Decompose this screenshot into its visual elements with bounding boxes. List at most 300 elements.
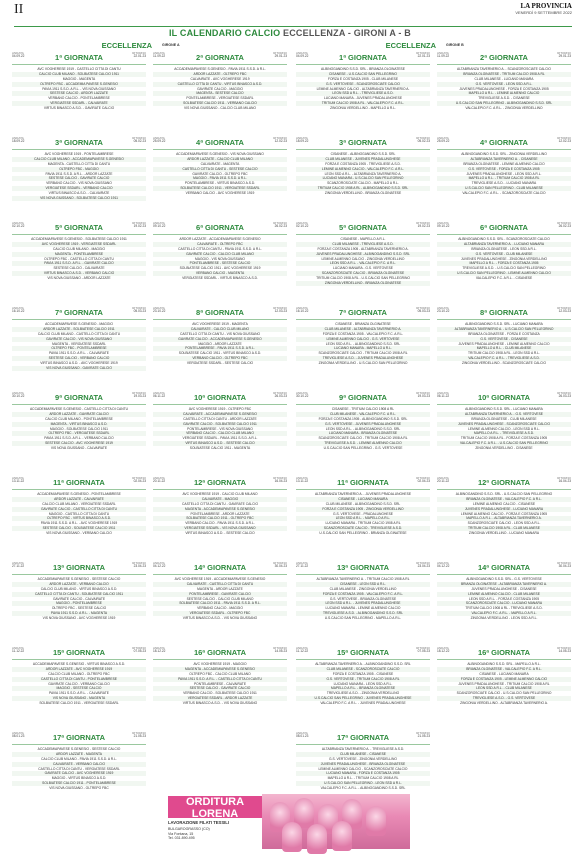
andata-value: 09.10.22 bbox=[437, 224, 450, 229]
match-row: VERBANO CALCIO - PAVIA 1911 S.S.D. A R.L. bbox=[185, 521, 255, 526]
ritorno-label: RITORNO bbox=[273, 136, 287, 140]
match-list bbox=[296, 492, 430, 536]
andata-label: ANDATA bbox=[437, 646, 449, 650]
giornata-header bbox=[437, 562, 571, 575]
match-row: VALCALEPIO F.C. A R.L. - ZINGONIA VERDELLINO bbox=[465, 106, 543, 111]
match-row: LEON SSD A R.L. - VALCALEPIO F.C. A R.L. bbox=[296, 261, 430, 266]
match-row: PAVIA 1911 S.S.D. A R.L. - AVC VOGHERESE 1919 bbox=[40, 521, 118, 526]
match-row: ACCADEMIAPAVESE S.GENESIO - CASTELLO CITTA DI CANTU bbox=[29, 407, 128, 411]
match-row: CASTELLO CITTA DI CANTU - GAVIRATE CALCIO bbox=[181, 501, 259, 506]
giornata-block bbox=[296, 52, 430, 111]
giornata-title: 3ª GIORNATA bbox=[55, 138, 103, 147]
group-label: GIRONE A bbox=[162, 43, 180, 47]
giornata-title: 17ª GIORNATA bbox=[336, 733, 390, 742]
match-row: LUCIANO MANARA - BRIANZA OLGINATESE bbox=[296, 431, 430, 436]
match-row: SOLBIATESE CALCIO 1911 - VIRTUS BINASCO A.S.D. bbox=[178, 351, 262, 356]
andata-value: 25.09.22 bbox=[437, 139, 450, 144]
andata-label: ANDATA bbox=[12, 476, 24, 480]
giornata-title: 16ª GIORNATA bbox=[477, 648, 531, 657]
match-row: PAVIA 1911 S.S.D. A R.L. - VERBANO CALCIO bbox=[44, 436, 114, 441]
ritorno-label: RITORNO bbox=[273, 561, 287, 565]
ritorno-label: RITORNO bbox=[273, 476, 287, 480]
match-row: ZINGONIA VERDELLINO - BRIANZA OLGINATESE bbox=[324, 191, 402, 196]
andata-value: 30.10.22 bbox=[296, 394, 309, 399]
match-row: ARDOR LAZZATE - CALVAIRATE bbox=[12, 497, 146, 502]
giornata-header bbox=[437, 52, 571, 65]
ritorno-label: RITORNO bbox=[557, 136, 571, 140]
match-row: CALCIO CLUB MILANO - PAVIA 1911 S.S.D. A R.L. bbox=[41, 756, 117, 761]
match-row: PONTELAMBRESE - ARDOR LAZZATE bbox=[190, 511, 250, 516]
match-row: SOLBIATESE CALCIO 1911 - PONTELAMBRESE bbox=[12, 781, 146, 786]
match-row: ALTABRIANZA TAVERNERIO A. - CISANESE bbox=[437, 157, 571, 162]
ritorno-date bbox=[132, 392, 146, 399]
match-row: ACCADEMIAPAVESE S.GENESIO - VIRTUS BINASCO A.S.D. bbox=[32, 662, 126, 666]
match-row: ACCADEMIAPAVESE S.GENESIO - SESTESE CALCIO bbox=[37, 577, 121, 581]
giornata-block bbox=[296, 392, 430, 451]
match-row: ARDOR LAZZATE - OLTREPO FBC bbox=[153, 72, 287, 77]
match-row: LEMINE ALMENNO CALCIO - LEON SSD A R.L. bbox=[468, 426, 540, 431]
match-row: CISANESE - TRITIUM CALCIO 1908 A RL bbox=[331, 407, 395, 411]
match-list bbox=[437, 152, 571, 196]
giornata-block bbox=[12, 647, 146, 706]
match-row: MAGGIO - MAGENTA bbox=[62, 76, 96, 81]
giornata-title: 5ª GIORNATA bbox=[339, 223, 387, 232]
andata-value: 04.12.22 bbox=[153, 564, 166, 569]
ritorno-date bbox=[416, 562, 430, 569]
ritorno-value: 26.03.23 bbox=[558, 394, 571, 399]
match-row: VIRTUS BINASCO A.S.D. - VIS NOVA GIUSSANO bbox=[182, 616, 258, 621]
match-row: SESTESE CALCIO - CALVAIRATE bbox=[53, 266, 105, 271]
match-row: AVC VOGHERESE 1919 - CALCIO CLUB MILANO bbox=[182, 492, 258, 496]
match-row: SCANZOROSCIATE CALCIO - LUCIANO MANARA bbox=[437, 601, 571, 606]
ritorno-date bbox=[132, 562, 146, 569]
match-row: VERGIATESE SSDARL - VIRTUS BINASCO A.S.D. bbox=[182, 276, 258, 281]
giornata-block bbox=[12, 732, 146, 791]
andata-value: 04.09.22 bbox=[296, 54, 309, 59]
match-list bbox=[153, 67, 287, 111]
ritorno-label: RITORNO bbox=[416, 731, 430, 735]
giornata-title: 14ª GIORNATA bbox=[477, 563, 531, 572]
match-row: ALTABRIANZA TAVERNERIO A. - U.S.CALCIO SAN PELLEGRINO bbox=[437, 327, 571, 332]
match-row: PAVIA 1911 S.S.D. A R.L. - ARDOR LAZZATE bbox=[45, 171, 113, 176]
match-row: VERGIATESE SSDARL - VIS NOVA GIUSSANO bbox=[153, 526, 287, 531]
ritorno-date bbox=[132, 307, 146, 314]
giornata-header bbox=[12, 392, 146, 405]
match-row: TRITIUM CALCIO 1908 A RL - ALBINOGANDINO S.S.D. SRL bbox=[296, 186, 430, 191]
match-row: GAVIRATE CALCIO - AVC VOGHERESE 1919 bbox=[12, 771, 146, 776]
andata-label: ANDATA bbox=[437, 306, 449, 310]
giornata-title: 3ª GIORNATA bbox=[339, 138, 387, 147]
andata-label: ANDATA bbox=[12, 731, 24, 735]
match-row: G.S. VERTOVESE - ZINGONIA VERDELLINO bbox=[328, 756, 398, 761]
match-row: JUVENES PRADALUNGHESE - LEMINE ALMENNO CALCIO bbox=[458, 341, 550, 346]
match-row: PONTELAMBRESE - VIS NOVA GIUSSANO bbox=[187, 426, 253, 431]
giornata-header bbox=[12, 732, 146, 745]
andata-value: 30.10.22 bbox=[12, 394, 25, 399]
ritorno-value: 29.01.23 bbox=[558, 54, 571, 59]
giornata-title: 1ª GIORNATA bbox=[55, 53, 103, 62]
match-row: TRITIUM CALCIO 1908 A RL - VALCALEPIO F.C. A R.L. bbox=[296, 101, 430, 106]
match-row: CISANESE - ALBINOGANDINO S.S.D. SRL bbox=[330, 152, 396, 156]
match-row: LUCIANO MANARA - LEON SSD A R.L. bbox=[333, 681, 393, 686]
giornata-header bbox=[296, 392, 430, 405]
match-row: VERBANO CALCIO - MAGENTA bbox=[153, 271, 287, 276]
giornata-block bbox=[296, 732, 430, 791]
ad-brand: ORDITURA LORENA bbox=[185, 796, 245, 820]
match-row: SOLBIATESE CALCIO 1911 - MAGENTA bbox=[189, 446, 251, 451]
match-row: MAPELLO A R.L. - TRITIUM CALCIO 1908 A RL bbox=[437, 176, 571, 181]
match-row: JUVENES PRADALUNGHESE - FORZA E COSTANZA 1905 bbox=[459, 86, 549, 91]
ritorno-value: 02.04.23 bbox=[133, 479, 146, 484]
match-row: CISANESE - LEON SSD A R.L. bbox=[296, 582, 430, 587]
match-row: ARDOR LAZZATE - AVC VOGHERESE 1919 bbox=[12, 667, 146, 672]
match-row: CALCIO CLUB MILANO - ACCADEMIAPAVESE S.GENESIO bbox=[12, 157, 146, 162]
giornata-header bbox=[12, 647, 146, 660]
match-row: VERGIATESE SSDARL - SESTESE CALCIO bbox=[186, 361, 254, 366]
giornata-block bbox=[153, 477, 287, 536]
match-row: CASTELLO CITTA DI CANTU - VIS NOVA GIUSSANO bbox=[179, 331, 261, 336]
match-row: PONTELAMBRESE - GAVIRATE CALCIO bbox=[153, 592, 287, 597]
match-list bbox=[12, 67, 146, 111]
match-row: BRIANZA OLGINATESE - LEMINE ALMENNO CALCIO bbox=[463, 161, 545, 166]
ritorno-date bbox=[416, 732, 430, 739]
match-row: ZINGONIA VERDELLINO - U.S.CALCIO SAN PELLEGRINO bbox=[318, 361, 408, 366]
giornata-block bbox=[296, 562, 430, 621]
match-list bbox=[153, 662, 287, 706]
match-row: LEMINE ALMENNO CALCIO - VALCALEPIO F.C. A R.L. bbox=[296, 167, 430, 172]
match-row: LUCIANO MANARA - MAPELLO A R.L. bbox=[296, 346, 430, 351]
ritorno-date bbox=[273, 647, 287, 654]
match-row: VIS NOVA GIUSSANO - ARDOR LAZZATE bbox=[47, 276, 111, 281]
andata-value: 25.09.22 bbox=[153, 139, 166, 144]
andata-value: 09.10.22 bbox=[153, 224, 166, 229]
andata-label: ANDATA bbox=[12, 51, 24, 55]
ritorno-date bbox=[416, 222, 430, 229]
match-row: ARDOR LAZZATE - ACCADEMIAPAVESE S.GENESIO bbox=[179, 237, 261, 241]
ritorno-date bbox=[273, 222, 287, 229]
andata-value: 08.01.23 bbox=[12, 734, 25, 739]
ritorno-label: RITORNO bbox=[273, 646, 287, 650]
match-list bbox=[12, 407, 146, 451]
match-row: TREVIGLIESE A.S.D. - LEMINE ALMENNO CALCIO bbox=[296, 441, 430, 446]
ritorno-date bbox=[273, 562, 287, 569]
giornata-block bbox=[153, 222, 287, 281]
giornata-header bbox=[296, 562, 430, 575]
match-row: PAVIA 1911 S.S.D. A R.L. - VIS NOVA GIUSSANO bbox=[42, 86, 116, 91]
match-row: PAVIA 1911 S.S.D. A R.L. - CASTELLO CITTA DI CANTU bbox=[153, 677, 287, 682]
match-row: CISANESE - MAPELLO A R.L. bbox=[340, 237, 386, 241]
ad-phone: Tel. 031.890.495 bbox=[168, 836, 195, 841]
match-row: VERGIATESE SSDARL - OLTREPO FBC bbox=[153, 611, 287, 616]
match-list bbox=[153, 492, 287, 536]
match-row: LEON SSD A R.L. - TREVIGLIESE A.S.D. bbox=[296, 91, 430, 96]
match-row: SOLBIATESE CALCIO 1911 - VERGIATESE SSDARL bbox=[39, 701, 119, 706]
andata-label: ANDATA bbox=[12, 391, 24, 395]
match-row: MAPELLO A R.L. - BRIANZA OLGINATESE bbox=[296, 686, 430, 691]
match-row: OLTREPO FBC - SESTESE CALCIO bbox=[51, 606, 107, 611]
match-row: ZINGONIA VERDELLINO - MAPELLO A R.L. bbox=[330, 106, 396, 111]
page-title bbox=[0, 28, 580, 38]
match-row: MAGGIO - PONTELAMBRESE bbox=[12, 601, 146, 606]
match-row: SCANZOROSCIATE CALCIO - BRIANZA OLGINATESE bbox=[296, 271, 430, 276]
match-list bbox=[437, 662, 571, 706]
match-row: G.S. VERTOVESE - LEON SSD A R.L. bbox=[437, 82, 571, 87]
ritorno-label: RITORNO bbox=[132, 731, 146, 735]
giornata-block bbox=[437, 392, 571, 451]
ritorno-value: 12.03.23 bbox=[274, 309, 287, 314]
advertisement bbox=[160, 794, 465, 849]
andata-label: ANDATA bbox=[437, 221, 449, 225]
giornata-header bbox=[437, 137, 571, 150]
match-row: AVC VOGHERESE 1919 - OLTREPO FBC bbox=[188, 407, 252, 411]
ritorno-date bbox=[416, 647, 430, 654]
giornata-header bbox=[12, 52, 146, 65]
ritorno-date bbox=[416, 52, 430, 59]
match-row: JUVENES PRADALUNGHESE - ALBINOGANDINO S.S.D. SRL bbox=[296, 252, 430, 257]
league-label: ECCELLENZA bbox=[101, 41, 152, 50]
ritorno-label: RITORNO bbox=[416, 391, 430, 395]
header-divider bbox=[14, 26, 572, 27]
match-row: OLTREPO FBC - ACCADEMIA PAVESE S.GENESIO bbox=[12, 82, 146, 87]
match-row: G.S. VERTOVESE - FORZA E COSTANZA 1905 bbox=[437, 167, 571, 172]
ritorno-value: 02.04.23 bbox=[417, 479, 430, 484]
match-row: ALBINOGANDINO S.S.D. SRL - MAPELLO A R.L. bbox=[467, 662, 541, 666]
match-row: FORZA E COSTANZA 1905 - ALTABRIANZA TAVERNERIO A. bbox=[317, 246, 409, 251]
ritorno-label: RITORNO bbox=[416, 306, 430, 310]
match-row: ACCADEMIAPAVESE S.GENESIO - VIS NOVA GIUSSANO bbox=[176, 152, 264, 156]
andata-label: ANDATA bbox=[153, 51, 165, 55]
andata-label: ANDATA bbox=[296, 221, 308, 225]
giornata-block bbox=[153, 392, 287, 451]
match-row: TREVIGLIESE A.S.D. - ZINGONIA VERDELLINO bbox=[326, 691, 400, 696]
match-row: SCANZOROSCIATE CALCIO - U.S.CALCIO SAN PELLEGRINO bbox=[456, 691, 552, 696]
ad-address: Via Fontana, 15 bbox=[168, 831, 194, 836]
page-number: II bbox=[14, 2, 24, 17]
match-row: CISANESE - U.S.CALCIO SAN PELLEGRINO bbox=[296, 72, 430, 77]
match-row: VIS NOVA GIUSSANO - GAVIRATE CALCIO bbox=[12, 366, 146, 371]
match-row: CASTELLO CITTA DI CANTU - PAVIA 1911 S.S.D. A R.L. bbox=[178, 246, 262, 251]
match-row: VERBANO CALCIO - MAGGIO bbox=[197, 606, 243, 611]
ritorno-value: 21.05.23 bbox=[417, 734, 430, 739]
giornata-title: 17ª GIORNATA bbox=[52, 733, 106, 742]
ritorno-date bbox=[132, 52, 146, 59]
match-row: SCANZOROSCIATE CALCIO - TRITIUM CALCIO 1908 A RL bbox=[318, 436, 408, 441]
match-list bbox=[12, 492, 146, 536]
match-list bbox=[437, 237, 571, 281]
giornata-header bbox=[153, 647, 287, 660]
giornata-title: 12ª GIORNATA bbox=[477, 478, 531, 487]
ritorno-date bbox=[557, 137, 571, 144]
giornata-block bbox=[437, 307, 571, 366]
ritorno-value: 22.01.23 bbox=[133, 54, 146, 59]
match-row: MAGENTA - SESTESE CALCIO bbox=[153, 91, 287, 96]
ritorno-value: 26.03.23 bbox=[274, 394, 287, 399]
match-row: VIRTUS BINASCO A.S.D. - VERBANO CALCIO bbox=[12, 271, 146, 276]
match-row: JUVENES PRADALUNGHESE - ZINGONIA VERDELLINO bbox=[460, 256, 548, 261]
match-row: BRIANZA OLGINATESE - VALCALEPIO F.C. A R.L. bbox=[437, 497, 571, 502]
giornata-title: 13ª GIORNATA bbox=[336, 563, 390, 572]
match-row: CLUB MILANESE - SCANZOROSCIATE CALCIO bbox=[296, 667, 430, 672]
match-row: BRIANZA OLGINATESE - TRITIUM CALCIO 1908 A RL bbox=[437, 72, 571, 77]
match-row: ARDOR LAZZATE - SOLBIATESE CALCIO 1911 bbox=[12, 327, 146, 332]
match-row: LUCIANO MANARA - G.S. VERTOVESE bbox=[333, 266, 393, 271]
match-row: ACCADEMIAPAVESE S.GENESIO - MAGGIO bbox=[45, 322, 113, 326]
ad-contacts bbox=[427, 834, 464, 843]
match-row: TREVIGLIESE A.S.D. - G.S. VERTOVESE bbox=[437, 696, 571, 701]
match-row: ZINGONIA VERDELLINO - LEON SSD A R.L. bbox=[470, 616, 538, 621]
giornata-header bbox=[296, 477, 430, 490]
andata-label: ANDATA bbox=[153, 561, 165, 565]
andata-value: 23.10.22 bbox=[153, 309, 166, 314]
ritorno-value: 19.03.23 bbox=[417, 394, 430, 399]
andata-label: ANDATA bbox=[437, 51, 449, 55]
match-row: VALCALEPIO F.C. A R.L. - JUVENES PRADALUNGHESE bbox=[320, 701, 406, 706]
match-list bbox=[12, 152, 146, 201]
match-row: SOLBIATESE CALCIO 1911 - VERGIATESE SSDARL bbox=[153, 186, 287, 191]
match-row: SOLBIATESE CALCIO 1911 - OLTREPO FBC bbox=[153, 516, 287, 521]
match-row: LEMINE ALMENNO CALCIO - SCANZOROSCIATE CALCIO bbox=[318, 766, 408, 771]
ritorno-value: 12.02.23 bbox=[558, 139, 571, 144]
match-row: LEON SSD A R.L. - FORZA E COSTANZA 1905 bbox=[468, 596, 540, 601]
match-row: G.S. VERTOVESE - JUVENES PRADALUNGHESE bbox=[296, 422, 430, 427]
title-main: IL CALENDARIO CALCIO bbox=[168, 28, 281, 38]
ritorno-value: 14.05.23 bbox=[558, 649, 571, 654]
ritorno-label: RITORNO bbox=[416, 136, 430, 140]
andata-label: ANDATA bbox=[296, 51, 308, 55]
match-row: VERBANO CALCIO - OLTREPO FBC bbox=[153, 356, 287, 361]
ritorno-value: 05.02.23 bbox=[417, 139, 430, 144]
match-row: MAPELLO A R.L. - ALTABRIANZA TAVERNERIO A. bbox=[437, 516, 571, 521]
ritorno-date bbox=[416, 137, 430, 144]
match-row: ACCADEMIAPAVESE S.GENESIO - SESTESE CALCIO bbox=[37, 747, 121, 751]
giornata-title: 16ª GIORNATA bbox=[193, 648, 247, 657]
ritorno-label: RITORNO bbox=[273, 306, 287, 310]
match-row: ZINGONIA VERDELLINO - ALTABRIANZA TAVERNERIO A. bbox=[460, 701, 548, 706]
giornata-header bbox=[12, 137, 146, 150]
ritorno-label: RITORNO bbox=[273, 51, 287, 55]
match-row: ZINGONIA VERDELLINO - SCANZOROSCIATE CALCIO bbox=[461, 361, 547, 366]
match-list bbox=[12, 322, 146, 371]
ritorno-label: RITORNO bbox=[416, 476, 430, 480]
match-row: VIS NOVA GIUSSANO - MAGENTA bbox=[12, 696, 146, 701]
match-list bbox=[296, 577, 430, 621]
match-row: TRITIUM CALCIO 1908 A RL - CLUB MILANESE bbox=[437, 526, 571, 531]
ritorno-value: 30.04.23 bbox=[274, 564, 287, 569]
match-row: CASTELLO CITTA DI CANTU - VIRTUS BINASCO A.S.D. bbox=[153, 82, 287, 87]
giornata-block bbox=[153, 307, 287, 366]
ritorno-label: RITORNO bbox=[132, 136, 146, 140]
match-list bbox=[437, 492, 571, 536]
match-row: VERGIATESE SSDARL - VERBANO CALCIO bbox=[12, 186, 146, 191]
giornata-title: 2ª GIORNATA bbox=[480, 53, 528, 62]
match-row: CASTELLO CITTA DI CANTU - SOLBIATESE CALCIO 1911 bbox=[12, 592, 146, 597]
match-row: VERBANO CALCIO - CALCIO CLUB MILANO bbox=[153, 431, 287, 436]
giornata-title: 4ª GIORNATA bbox=[196, 138, 244, 147]
ad-photo-yarn-spools bbox=[262, 794, 465, 849]
giornata-header bbox=[153, 477, 287, 490]
ritorno-date bbox=[132, 222, 146, 229]
column-header bbox=[296, 40, 571, 52]
match-row: OLTREPO FBC - PONTELAMBRESE bbox=[12, 346, 146, 351]
match-row: G.S. VERTOVESE - CLUB MILANESE bbox=[437, 252, 571, 257]
giornata-block bbox=[296, 137, 430, 196]
match-row: VERGIATESE SSDARL - PAVIA 1911 S.S.D. A R.L. bbox=[182, 436, 258, 441]
giornata-block bbox=[437, 647, 571, 706]
ritorno-label: RITORNO bbox=[132, 391, 146, 395]
match-row: VALCALEPIO F.C. A R.L. - SCANZOROSCIATE CALCIO bbox=[462, 191, 546, 196]
match-row: MAGGIO - SOLBIATESE CALCIO 1911 bbox=[50, 426, 108, 431]
ritorno-value: 22.01.23 bbox=[417, 54, 430, 59]
ritorno-value: 19.02.23 bbox=[133, 224, 146, 229]
ritorno-label: RITORNO bbox=[273, 391, 287, 395]
ritorno-value: 12.03.23 bbox=[558, 309, 571, 314]
match-row: VIS NOVA GIUSSANO - CALVAIRATE bbox=[50, 446, 108, 451]
match-row: AVC VOGHERESE 1919 - PONTELAMBRESE bbox=[44, 152, 114, 156]
andata-value: 08.01.23 bbox=[296, 734, 309, 739]
match-row: MAPELLO A R.L. - CLUB MILANESE bbox=[437, 346, 571, 351]
match-row: CISANESE - BRIANZA OLGINATESE bbox=[335, 322, 391, 326]
match-row: CLUB MILANESE - JUVENES PRADALUNGHESE bbox=[296, 157, 430, 162]
match-list bbox=[12, 237, 146, 281]
ritorno-label: RITORNO bbox=[416, 646, 430, 650]
match-row: CALCIO CLUB MILANO - VIRTUS BINASCO A.S.D. bbox=[40, 586, 118, 591]
match-row: AVC VOGHERESE 1919 - MAGENTA bbox=[192, 322, 248, 326]
ritorno-date bbox=[557, 647, 571, 654]
match-row: VERGIATESE SSDARL - CALVAIRATE bbox=[12, 101, 146, 106]
ritorno-label: RITORNO bbox=[132, 476, 146, 480]
match-row: CALVAIRATE - MAGENTA bbox=[200, 161, 240, 166]
match-row: LEMINE ALMENNO CALCIO - ZINGONIA VERDELLINO bbox=[321, 256, 405, 261]
giornata-header bbox=[12, 562, 146, 575]
match-row: ZINGONIA VERDELLINO - BRIANZA OLGINATESE bbox=[296, 281, 430, 286]
giornata-block bbox=[437, 52, 571, 111]
match-list bbox=[437, 577, 571, 621]
giornata-title: 12ª GIORNATA bbox=[193, 478, 247, 487]
ritorno-value: 16.04.23 bbox=[558, 479, 571, 484]
giornata-header bbox=[437, 307, 571, 320]
match-row: VIS NOVA GIUSSANO - VERBANO CALCIO bbox=[46, 531, 112, 536]
match-list bbox=[12, 577, 146, 621]
match-row: SESTESE CALCIO - CALCIO CLUB MILANO bbox=[186, 596, 254, 601]
ritorno-label: RITORNO bbox=[557, 646, 571, 650]
ritorno-value: 23.04.23 bbox=[417, 564, 430, 569]
andata-label: ANDATA bbox=[296, 646, 308, 650]
match-row: MAGENTA - VIRTUS BINASCO A.S.D. bbox=[12, 422, 146, 427]
match-row: ALBINOGANDINO S.S.D. SRL - U.S.CALCIO SAN PELLEGRINO bbox=[455, 492, 553, 496]
match-row: VIRTUS BINASCO A.S.D. - CALVAIRATE bbox=[48, 191, 110, 196]
league-label: ECCELLENZA bbox=[385, 41, 436, 50]
match-list bbox=[296, 237, 430, 286]
match-row: MAGENTA - ACCADEMIAPAVESE S.GENESIO bbox=[153, 667, 287, 672]
match-row: VALCALEPIO F.C. A R.L. - U.S.CALCIO SAN PELLEGRINO bbox=[437, 441, 571, 446]
andata-value: 02.10.22 bbox=[12, 224, 25, 229]
match-row: VIRTUS BINASCO A.S.D. - GAVIRATE CALCIO bbox=[43, 106, 115, 111]
giornata-block bbox=[12, 222, 146, 281]
match-row: LEON SSD A R.L. - ALBINOGANDINO S.S.D. SRL bbox=[325, 341, 401, 346]
giornata-block bbox=[12, 477, 146, 536]
match-row: CASTELLO CITTA DI CANTU - SESTESE CALCIO bbox=[153, 167, 287, 172]
ad-address-block bbox=[168, 827, 210, 841]
match-row: ALBINOGANDINO S.S.D. SRL - SCANZOROSCIATE CALCIO bbox=[458, 237, 550, 241]
ritorno-date bbox=[273, 477, 287, 484]
ritorno-date bbox=[557, 562, 571, 569]
ritorno-label: RITORNO bbox=[416, 561, 430, 565]
ritorno-date bbox=[273, 137, 287, 144]
match-row: SOLBIATESE CALCIO 1911 - PAVIA 1911 S.S.D. A R.L. bbox=[153, 601, 287, 606]
match-row: ALTABRIANZA TAVERNERIO A. - ALBINOGANDINO S.S.D. SRL bbox=[315, 662, 411, 666]
andata-value: 27.11.22 bbox=[12, 564, 25, 569]
match-row: TRITIUM CALCIO 1908 A RL - U.S.CALCIO SAN PELLEGRINO bbox=[316, 276, 410, 281]
